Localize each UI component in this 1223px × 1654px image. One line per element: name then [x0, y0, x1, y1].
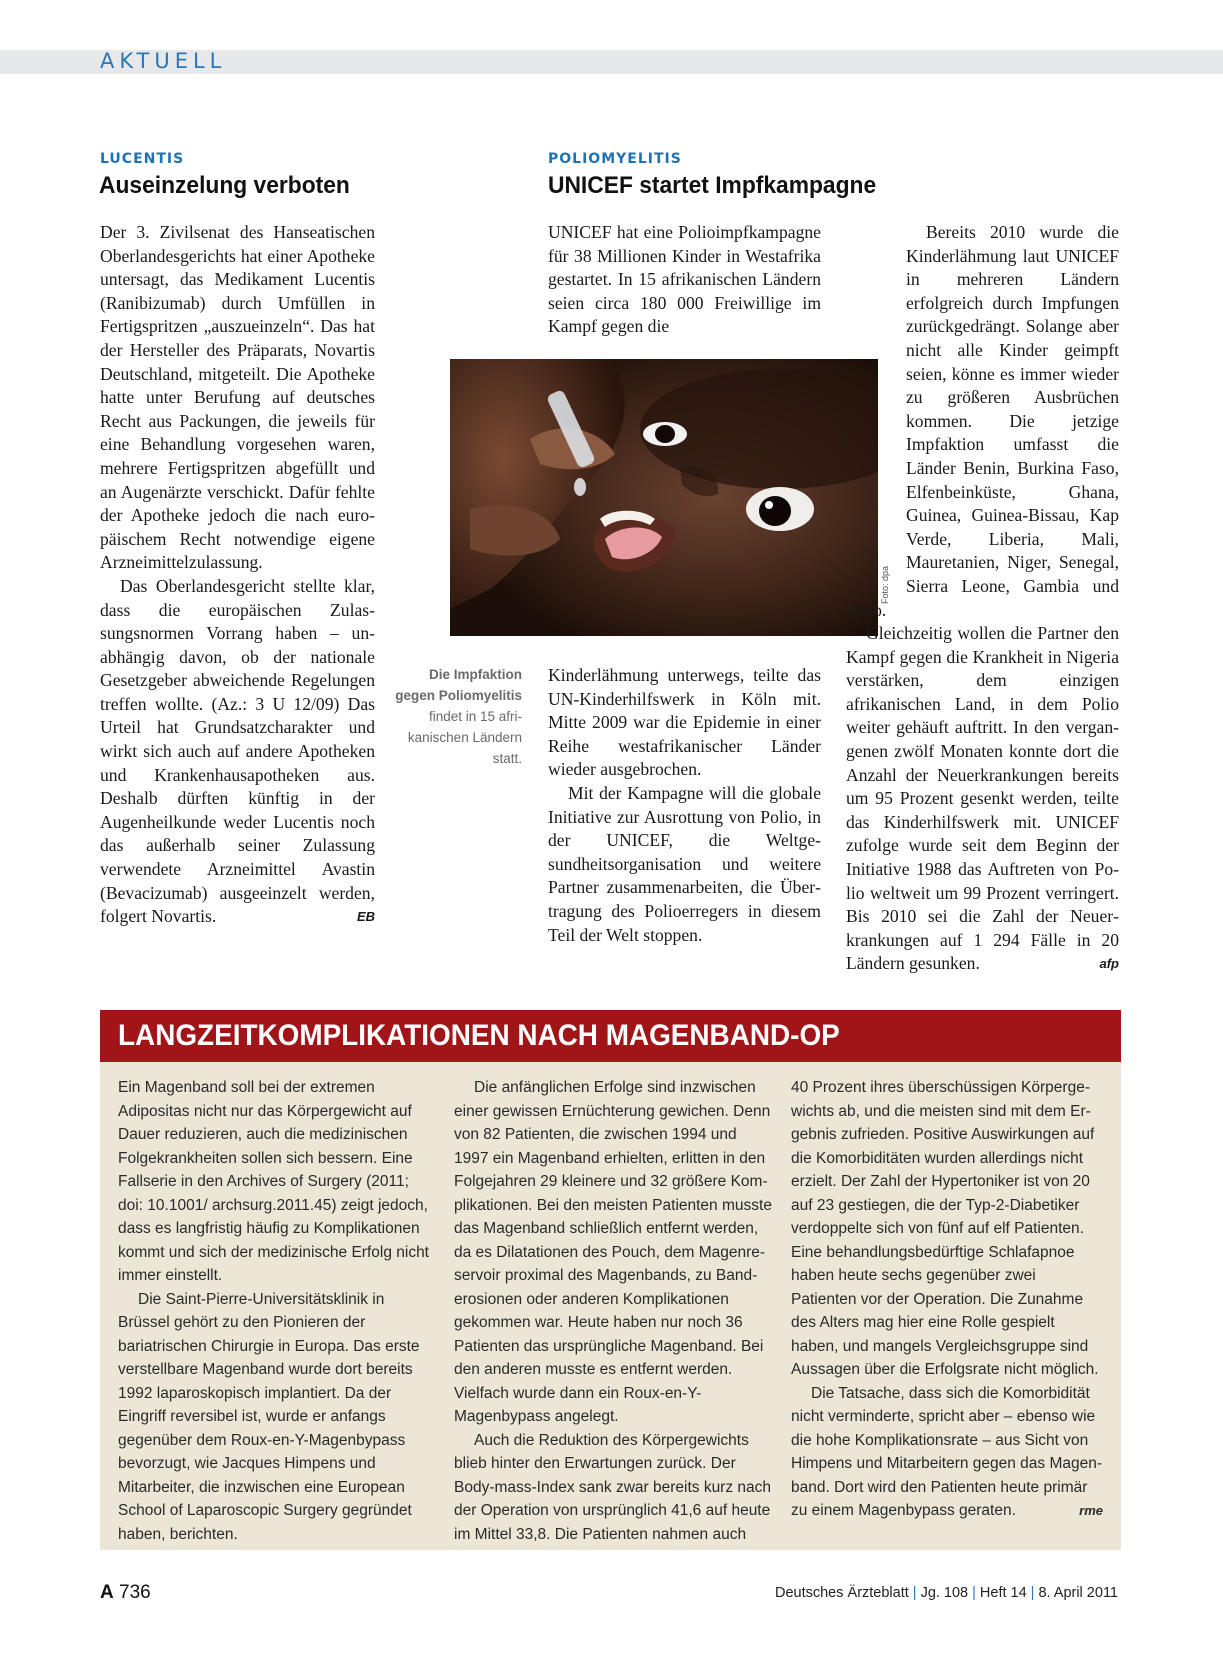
caption-text: findet in 15 afrikanischen Ländern statt.	[407, 709, 522, 766]
info-box-col3	[791, 1076, 1103, 1523]
author-signature: afp	[1099, 956, 1119, 972]
journal-volume: Jg. 108	[920, 1585, 969, 1601]
photo-wrap-space	[846, 221, 906, 576]
journal-info: Deutsches Ärzteblatt | Jg. 108 | Heft 14 | 8. April 2011	[774, 1585, 1118, 1601]
left-article-paragraph: Der 3. Zivilsenat des Hanseatischen Oberlandesgerichts hat einer Apotheke untersagt, das Medikament Lucentis (Ranibizumab) durch Umfüllen in Fertigspritzen „auszueinzeln“. Das hat der Hersteller des Präparats, Novartis Deutschland, mitgeteilt. Die Apotheke hatte unter Berufung auf deutsches Recht aus Packungen, die jeweils für eine Behandlung vorgesehen waren, mehrere Fertigspritzen abgefüllt und an Augenärzte verschickt. Dafür fehlte der Apotheke jedoch die nach europäischem Recht notwendige eigene Arzneimittelzulassung.	[100, 222, 375, 573]
left-article-headline: Auseinzelung verboten	[99, 172, 350, 199]
info-box-title: LANGZEITKOMPLIKATIONEN NACH MAGENBAND-OP	[118, 1019, 840, 1052]
right-article-paragraph: Kinderlähmung unterwegs, teilte das UN-Kinderhilfswerk in Köln mit. Mitte 2009 war die Epidemie in einer Reihe westafrikanischer Länder wieder ausgebrochen.	[548, 665, 821, 780]
right-article-paragraph: UNICEF hat eine Polioimpfkampagne für 38 Millionen Kinder in Westafrika gestartet. In 15 afrikanischen Ländern seien circa 180 000 Freiwillige im Kampf gegen die	[548, 222, 821, 337]
left-article-body	[100, 221, 375, 929]
journal-date: 8. April 2011	[1038, 1585, 1118, 1601]
right-article-paragraph: Gleichzeitig wollen die Partner den Kampf gegen die Krankheit in Nigeria verstärken, dem einzigen afrikanischen Land, in dem Polio weiter gehäuft auftritt. In den vergangenen zwölf Monaten konnte dort die Anzahl der Neuerkrankungen bereits um 95 Prozent gesenkt werden, teilte das Kinderhilfswerk mit. UNICEF zufolge wurde seit dem Beginn der Initiative 1988 das Auftreten von Polio weltweit um 99 Prozent verringert. Bis 2010 sei die Zahl der Neuerkrankungen auf 1 294 Fälle in 20 Ländern gesunken. afp	[846, 622, 1119, 976]
section-label: AKTUELL	[100, 49, 227, 73]
info-box-paragraph: Die Tatsache, dass sich die Komorbidität nicht verminderte, spricht aber – ebenso wie die hohe Komplikationsrate – aus Sicht von Himpens und Mitarbeitern gegen das Magenband. Dort wird den Patienten heute primär zu einem Magenbypass geraten. rme	[791, 1382, 1103, 1523]
info-box-paragraph: Ein Magenband soll bei der extremen Adipositas nicht nur das Körpergewicht auf Dauer reduzieren, auch die medizinischen Folgekrankheiten sollen sich bessern. Eine Fallserie in den Archives of Surgery (2011; doi: 10.1001/ archsurg.2011.45) zeigt jedoch, dass es langfristig häufig zu Komplikationen kommt und sich der medizinische Erfolg nicht immer einstellt.	[118, 1079, 429, 1284]
info-box-col2	[454, 1076, 772, 1546]
left-article-kicker: LUCENTIS	[100, 151, 185, 167]
author-signature: EB	[356, 909, 375, 925]
right-article-headline: UNICEF startet Impfkampagne	[548, 172, 877, 199]
info-box-paragraph: Die Saint-Pierre-Universitätsklinik in Brüssel gehört zu den Pionieren der bariatrischen Chirurgie in Europa. Das erste verstellbare Magenband wurde dort bereits 1992 laparoskopisch implantiert. Da der Eingriff reversibel ist, wurde er anfangs gegenüber dem Roux-en-Y-Magenbypass bevorzugt, wie Jacques Himpens und Mitarbeiter, die inzwischen eine European School of Laparoscopic Surgery gegründet haben, berichten.	[118, 1290, 420, 1543]
author-signature: rme	[1079, 1503, 1103, 1518]
info-box-paragraph: Die anfänglichen Erfolge sind inzwischen einer gewissen Ernüchterung gewichen. Denn von 82 Patienten, die zwischen 1994 und 1997 ein Magenband erhielten, erlitten in den Folgejahren 29 kleinere und 32 größere Komplikationen. Bei den meisten Patienten musste das Magenband schließlich entfernt werden, da es Dilatationen des Pouch, dem Magenreservoir proximal des Magenbands, zu Banderosionen oder anderen Komplikationen gekommen war. Heute haben nur noch 36 Patienten das ursprüngliche Magenband. Bei den anderen musste es entfernt werden. Vielfach wurde dann ein Roux-en-Y-Magenbypass angelegt.	[454, 1079, 772, 1425]
info-box-col1	[118, 1076, 432, 1546]
photo-caption	[392, 664, 522, 769]
left-article-paragraph: Das Oberlandesgericht stellte klar, dass die europäischen Zulassungsnormen Vorrang haben – unabhängig davon, ob der nationale Gesetzgeber abweichende Regelungen treffen wollte. (Az.: 3 U 12/09) Das Urteil hat Grundsatzcharakter und wirkt sich auch auf andere Apotheken und Krankenhausapotheken aus. Deshalb dürften künftig in der Augenheilkunde weder Lucentis noch das außerhalb seiner Zulassung verwendete Arzneimittel Avastin (Bevacizumab) ausgeeinzelt werden, folgert Novartis. EB	[100, 575, 375, 929]
right-article-col1-top	[548, 221, 821, 339]
polio-vaccination-photo	[450, 359, 878, 636]
info-box-paragraph: 40 Prozent ihres überschüssigen Körpergewichts ab, und die meisten sind mit dem Ergebnis zufrieden. Positive Auswirkungen auf die Komorbiditäten wurden allerdings nicht erzielt. Der Zahl der Hypertoniker ist von 20 auf 23 gestiegen, die der Typ-2-Diabetiker verdoppelte sich von fünf auf elf Patienten. Eine behandlungsbedürftige Schlafapnoe haben heute sechs gegenüber zwei Patienten vor der Operation. Die Zunahme des Alters mag hier eine Rolle gespielt haben, und mangels Vergleichsgruppe sind Aussagen über die Erfolgsrate nicht möglich.	[791, 1079, 1099, 1378]
info-box-paragraph: Auch die Reduktion des Körpergewichts blieb hinter den Erwartungen zurück. Der Body-mass-Index sank zwar bereits kurz nach der Operation von ursprünglich 41,6 auf heute im Mittel 33,8. Die Patienten nahmen auch	[454, 1431, 772, 1543]
right-article-col2	[846, 221, 1119, 976]
journal-issue: Heft 14	[979, 1585, 1027, 1601]
page-number: A 736	[100, 1582, 151, 1603]
right-article-col1-bottom	[548, 664, 821, 947]
caption-lead: Die Impfaktion gegen Poliomyelitis	[395, 667, 522, 703]
photo-credit: Foto: dpa	[880, 565, 890, 604]
right-article-paragraph: Mit der Kampagne will die globale Initiative zur Ausrottung von Polio, in der UNICEF, die Weltgesundheitsorganisation und weitere Partner zusammenarbeiten, die Übertragung des Polioerregers in diesem Teil der Welt stoppen.	[548, 782, 821, 945]
right-article-paragraph: Bereits 2010 wurde die Kinderlähmung laut UNICEF in mehreren Ländern erfolgreich durch Impfungen zurückgedrängt. Solange aber nicht alle Kinder geimpft seien, könne es immer wieder zu größeren Ausbrüchen kommen. Die jetzige Impfaktion umfasst die Länder Benin, Burkina Faso, Elfenbeinküste, Ghana, Guinea, Guinea-Bissau, Kap Verde, Liberia, Mali, Mauretanien, Niger, Senegal, Sierra Leone, Gambia und Togo.	[846, 222, 1119, 620]
photo-illustration	[450, 359, 878, 636]
right-article-kicker: POLIOMYELITIS	[548, 151, 682, 167]
journal-name: Deutsches Ärzteblatt	[774, 1585, 909, 1601]
